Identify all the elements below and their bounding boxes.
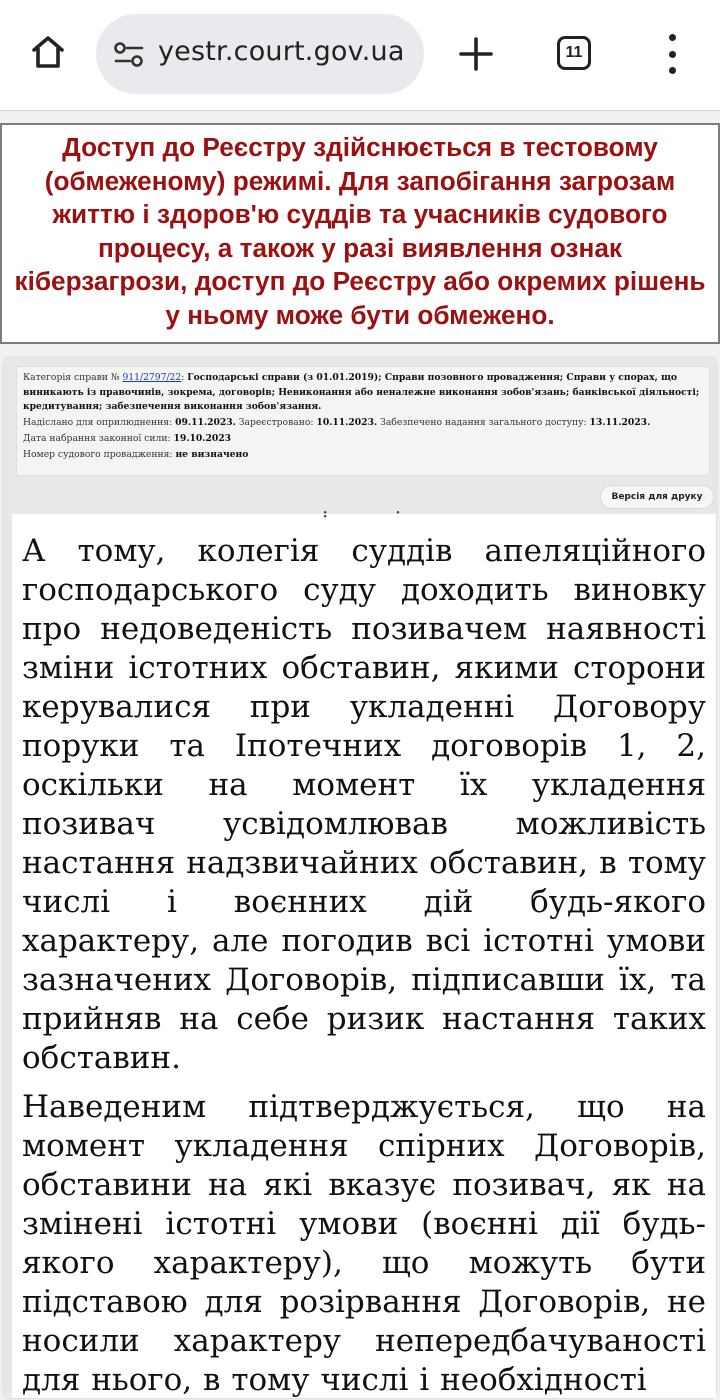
case-category-line: Категорія справи № 911/2797/22: Господарські справи (з 01.01.2019); Справи позовного провадження; Справи у спорах, що виникають із правочинів, зокрема, договорів; Невиконання або неналежне виконання зобов'язань; банківської діяльності; кредитування; забезпечення виконання зобов'язання. [23, 372, 700, 413]
sent-label: Надіслано для оприлюднення: [23, 416, 173, 428]
registered-label: Зареєстровано: [238, 416, 314, 428]
document-body [12, 500, 716, 1398]
access-label: Забезпечено надання загального доступу: [380, 416, 587, 428]
url-text[interactable]: yestr.court.gov.ua [158, 36, 405, 67]
proceeding-line [23, 447, 703, 463]
more-vert-icon[interactable] [660, 34, 684, 74]
print-version-button[interactable]: Версія для друку [600, 485, 714, 509]
case-panel [4, 358, 716, 1398]
home-icon[interactable] [26, 30, 70, 74]
access-warning-banner [0, 123, 720, 344]
dates-line [23, 415, 703, 431]
plus-icon[interactable] [458, 36, 494, 72]
access-value: 13.11.2023. [589, 416, 651, 428]
cut-off-text: · · · [322, 500, 432, 528]
effective-value: 19.10.2023 [173, 432, 232, 444]
warning-text: Доступ до Реєстру здійснюється в тестовому (обмеженому) режимі. Для запобігання загрозам життю і здоров'ю суддів та учасників судового процесу, а також у разі виявлення ознак кіберзагрози, доступ до Реєстру або окремих рішень у ньому може бути обмежено. [14, 132, 706, 330]
category-value: Господарські справи (з 01.01.2019); Справи позовного провадження; Справи у спорах, що виникають із правочинів, зокрема, договорів; Невиконання або неналежне виконання зобов'язань; банківської діяльності; кредитування; забезпечення виконання зобов'язання. [23, 372, 700, 413]
effective-label: Дата набрання законної сили: [23, 432, 171, 444]
site-info-icon[interactable] [114, 41, 144, 69]
proceeding-label: Номер судового провадження: [23, 448, 173, 460]
address-bar[interactable] [96, 14, 424, 94]
document-paragraph: А тому, колегія суддів апеляційного господарського суду доходить виновку про недоведеність позивачем наявності зміни істотних обставин, якими сторони керувалися при укладенні Договору поруки та Іпотечних договорів 1, 2, оскільки на момент їх укладення позивач усвідомлював можливість настання надзвичайних обставин, в тому числі і воєнних дій будь-якого характеру, але погодив всі істотні умови зазначених Договорів, підписавши їх, та прийняв на себе ризик настання таких обставин. [22, 533, 706, 1076]
sent-value: 09.11.2023. [175, 416, 236, 428]
case-info-box [16, 366, 710, 476]
document-paragraph: Наведеним підтверджується, що на момент укладення спірних Договорів, обставини на які вказує позивач, як на змінені істотні умови (воєнні дії будь-якого характеру), що можуть бути підставою для розірвання Договорів, не носили характеру непередбачуваності для нього, в тому числі і необхідності [22, 1089, 706, 1398]
registered-value: 10.11.2023. [316, 416, 378, 428]
tab-count: 11 [565, 44, 583, 61]
browser-toolbar [0, 0, 720, 111]
case-number-link[interactable]: 911/2797/22 [122, 372, 182, 383]
tabs-icon[interactable] [557, 36, 591, 70]
proceeding-value: не визначено [175, 448, 249, 460]
category-label: Категорія справи № [23, 372, 120, 383]
effective-line [23, 431, 703, 447]
